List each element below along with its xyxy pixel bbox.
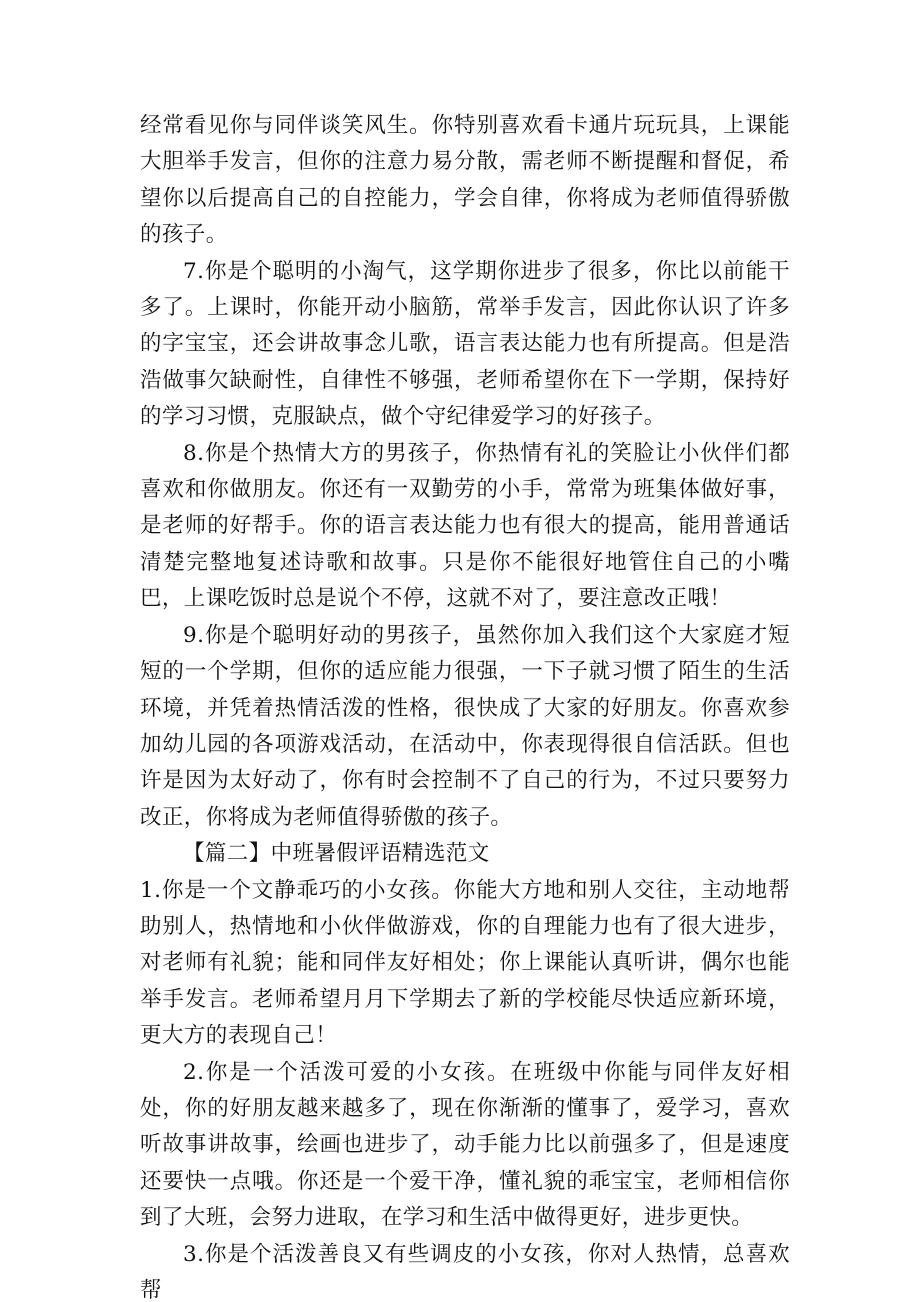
document-body bbox=[140, 108, 790, 1302]
section-heading: 【篇二】中班暑假评语精选范文 bbox=[183, 841, 490, 867]
paragraph-item-9: 9.你是个聪明好动的男孩子，虽然你加入我们这个大家庭才短短的一个学期，但你的适应能力很强，一下子就习惯了陌生的生活环境，并凭着热情活泼的性格，很快成了大家的好朋友。你喜欢参加幼儿园的各项游戏活动，在活动中，你表现得很自信活跃。但也许是因为太好动了，你有时会控制不了自己的行为，不过只要努力改正，你将成为老师值得骄傲的孩子。 bbox=[140, 622, 790, 830]
paragraph-item-8: 8.你是个热情大方的男孩子，你热情有礼的笑脸让小伙伴们都喜欢和你做朋友。你还有一双勤劳的小手，常常为班集体做好事，是老师的好帮手。你的语言表达能力也有很大的提高，能用普通话清楚完整地复述诗歌和故事。只是你不能很好地管住自己的小嘴巴，上课吃饭时总是说个不停，这就不对了，要注意改正哦！ bbox=[140, 440, 790, 612]
section-paragraph-item-2: 2.你是一个活泼可爱的小女孩。在班级中你能与同伴友好相处，你的好朋友越来越多了，现在你渐渐的懂事了，爱学习，喜欢听故事讲故事，绘画也进步了，动手能力比以前强多了，但是速度还要快一点哦。你还是一个爱干净，懂礼貌的乖宝宝，老师相信你到了大班，会努力进取，在学习和生活中做得更好，进步更快。 bbox=[140, 1059, 790, 1231]
paragraph-continuation: 经常看见你与同伴谈笑风生。你特别喜欢看卡通片玩玩具，上课能大胆举手发言，但你的注意力易分散，需老师不断提醒和督促，希望你以后提高自己的自控能力，学会自律，你将成为老师值得骄傲的孩子。 bbox=[140, 113, 790, 248]
paragraph-item-7: 7.你是个聪明的小淘气，这学期你进步了很多，你比以前能干多了。上课时，你能开动小脑筋，常举手发言，因此你认识了许多的字宝宝，还会讲故事念儿歌，语言表达能力也有所提高。但是浩浩做事欠缺耐性，自律性不够强，老师希望你在下一学期，保持好的学习习惯，克服缺点，做个守纪律爱学习的好孩子。 bbox=[140, 258, 790, 430]
section-paragraph-item-1: 1.你是一个文静乖巧的小女孩。你能大方地和别人交往，主动地帮助别人，热情地和小伙伴做游戏，你的自理能力也有了很大进步，对老师有礼貌；能和同伴友好相处；你上课能认真听讲，偶尔也能举手发言。老师希望月月下学期去了新的学校能尽快适应新环境，更大方的表现自己！ bbox=[140, 877, 790, 1049]
section-paragraph-item-3: 3.你是个活泼善良又有些调皮的小女孩，你对人热情，总喜欢帮 bbox=[140, 1241, 790, 1302]
